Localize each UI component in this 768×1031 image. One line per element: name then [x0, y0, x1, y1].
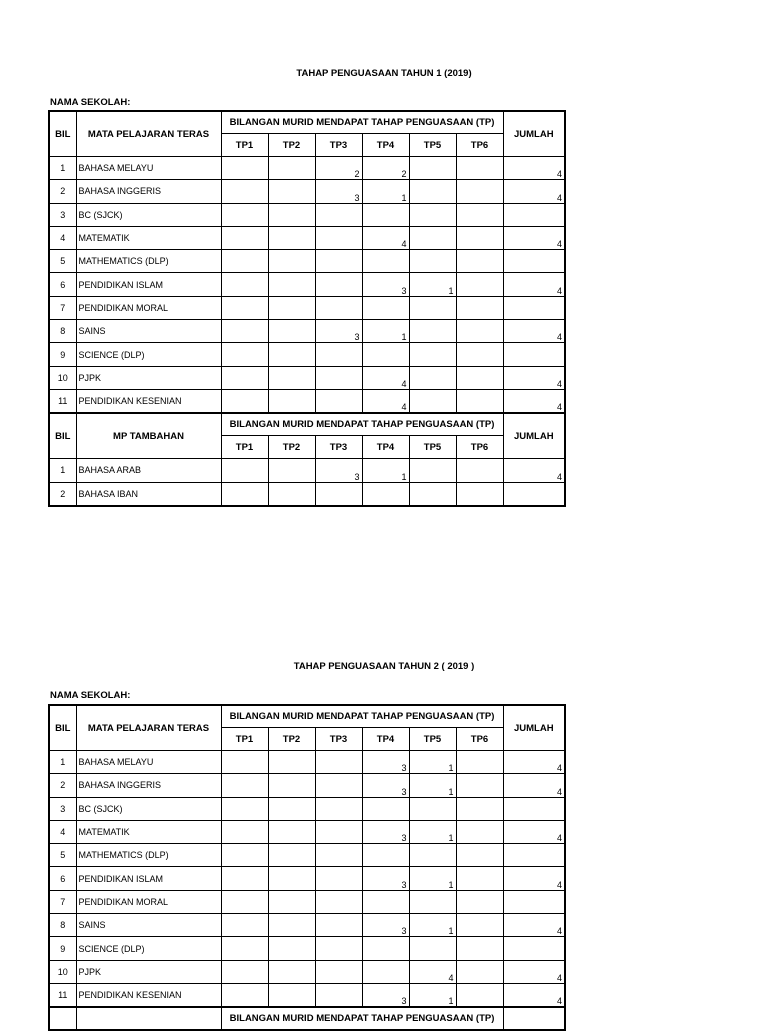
bil-header	[49, 1007, 76, 1030]
row-number: 2	[49, 180, 76, 203]
tp-count-cell	[409, 226, 456, 249]
tp-count-cell	[315, 797, 362, 820]
total-cell: 4	[503, 157, 565, 180]
subject-name: BAHASA INGGERIS	[76, 180, 221, 203]
row-number: 7	[49, 296, 76, 319]
tp-count-cell	[221, 296, 268, 319]
tp-col-header: TP2	[268, 728, 315, 751]
total-cell	[503, 343, 565, 366]
bil-header: BIL	[49, 413, 76, 459]
tp-count-cell	[221, 226, 268, 249]
tp-count-cell	[409, 482, 456, 506]
subject-name: BAHASA INGGERIS	[76, 774, 221, 797]
subject-name: PENDIDIKAN ISLAM	[76, 273, 221, 296]
tp-count-cell	[268, 937, 315, 960]
tp-count-cell: 3	[315, 320, 362, 343]
subject-name: PENDIDIKAN MORAL	[76, 890, 221, 913]
tp-count-cell	[409, 797, 456, 820]
tp-count-cell	[409, 343, 456, 366]
tp-count-cell: 2	[315, 157, 362, 180]
tp-count-cell	[409, 250, 456, 273]
tp-count-cell: 3	[315, 459, 362, 482]
tp-count-cell	[268, 296, 315, 319]
tp-count-cell	[362, 482, 409, 506]
header-row	[49, 705, 565, 728]
table-row	[49, 273, 565, 296]
tp-count-cell	[221, 774, 268, 797]
tp-count-cell: 1	[409, 867, 456, 890]
row-number: 2	[49, 774, 76, 797]
tp-count-cell	[221, 273, 268, 296]
table-row	[49, 844, 565, 867]
total-header: JUMLAH	[503, 705, 565, 751]
tp-count-cell	[268, 960, 315, 983]
tp-count-cell	[362, 797, 409, 820]
header-row	[49, 413, 565, 436]
table-row	[49, 867, 565, 890]
tp-count-cell	[456, 459, 503, 482]
tp-count-cell	[221, 960, 268, 983]
tp-col-header: TP4	[362, 728, 409, 751]
tp-count-cell	[409, 389, 456, 413]
subject-name: BAHASA IBAN	[76, 482, 221, 506]
subject-header	[76, 1007, 221, 1030]
tp-count-cell	[221, 343, 268, 366]
tp-count-cell	[315, 960, 362, 983]
bil-header: BIL	[49, 705, 76, 751]
total-cell	[503, 296, 565, 319]
tp-count-cell	[315, 890, 362, 913]
subject-name: PENDIDIKAN MORAL	[76, 296, 221, 319]
tp-count-cell	[268, 226, 315, 249]
tp-col-header: TP2	[268, 436, 315, 459]
tp-count-cell	[268, 389, 315, 413]
tp-count-cell	[221, 983, 268, 1007]
tp-col-header: TP6	[456, 436, 503, 459]
row-number: 6	[49, 867, 76, 890]
tp-count-cell	[315, 774, 362, 797]
tp-count-cell	[456, 890, 503, 913]
tp-count-cell	[409, 203, 456, 226]
subject-name: PENDIDIKAN KESENIAN	[76, 983, 221, 1007]
tp-col-header: TP6	[456, 134, 503, 157]
total-cell: 4	[503, 820, 565, 843]
tp-count-cell	[221, 389, 268, 413]
total-cell: 4	[503, 774, 565, 797]
table-row	[49, 250, 565, 273]
tp-count-cell	[221, 250, 268, 273]
tp-count-cell	[315, 343, 362, 366]
tp-count-cell	[268, 273, 315, 296]
tp-col-header: TP1	[221, 436, 268, 459]
tp-count-cell	[456, 320, 503, 343]
tp-header: BILANGAN MURID MENDAPAT TAHAP PENGUASAAN (TP)	[221, 705, 503, 728]
table-row	[49, 459, 565, 482]
total-cell: 4	[503, 226, 565, 249]
table-row	[49, 914, 565, 937]
total-cell: 4	[503, 320, 565, 343]
tp-count-cell	[456, 867, 503, 890]
tp-count-cell: 2	[362, 157, 409, 180]
table-row	[49, 343, 565, 366]
tp-count-cell	[362, 844, 409, 867]
tp-count-cell	[456, 797, 503, 820]
tp-count-cell	[221, 937, 268, 960]
tp-count-cell	[221, 867, 268, 890]
row-number: 11	[49, 389, 76, 413]
tp-count-cell: 3	[362, 820, 409, 843]
row-number: 1	[49, 751, 76, 774]
row-number: 1	[49, 157, 76, 180]
tp-count-cell	[409, 157, 456, 180]
row-number: 2	[49, 482, 76, 506]
tp-col-header: TP6	[456, 728, 503, 751]
school-label: NAMA SEKOLAH:	[50, 97, 131, 108]
tp-count-cell	[221, 914, 268, 937]
row-number: 5	[49, 250, 76, 273]
subject-name: MATHEMATICS (DLP)	[76, 250, 221, 273]
tp-count-cell	[409, 180, 456, 203]
tp-count-cell	[456, 820, 503, 843]
tp-count-cell	[362, 296, 409, 319]
tp-count-cell: 1	[409, 751, 456, 774]
tp-count-cell: 4	[409, 960, 456, 983]
table-row	[49, 820, 565, 843]
tp-count-cell	[221, 459, 268, 482]
total-cell	[503, 250, 565, 273]
header-row	[49, 1007, 565, 1030]
tp-count-cell: 4	[362, 389, 409, 413]
tp-count-cell	[315, 203, 362, 226]
table-row	[49, 320, 565, 343]
tp-count-cell	[315, 937, 362, 960]
tp-count-cell	[456, 273, 503, 296]
total-cell: 4	[503, 751, 565, 774]
tp-count-cell	[268, 844, 315, 867]
table-row	[49, 203, 565, 226]
tp-count-cell: 1	[409, 820, 456, 843]
tp-count-cell	[409, 937, 456, 960]
tp-count-cell	[268, 820, 315, 843]
tp-count-cell	[456, 983, 503, 1007]
total-cell: 4	[503, 366, 565, 389]
tp-count-cell	[362, 343, 409, 366]
tp-count-cell	[362, 250, 409, 273]
tp-count-cell	[315, 820, 362, 843]
tp-header: BILANGAN MURID MENDAPAT TAHAP PENGUASAAN (TP)	[221, 413, 503, 436]
tp-count-cell	[315, 226, 362, 249]
tp-count-cell	[221, 180, 268, 203]
tp-table	[48, 110, 566, 507]
tp-count-cell: 3	[315, 180, 362, 203]
tp-count-cell	[221, 890, 268, 913]
table-row	[49, 960, 565, 983]
tp-count-cell	[315, 844, 362, 867]
subject-header: MP TAMBAHAN	[76, 413, 221, 459]
table-row	[49, 482, 565, 506]
tp-count-cell	[268, 751, 315, 774]
tp-count-cell	[221, 320, 268, 343]
tp-count-cell	[268, 203, 315, 226]
tp-count-cell: 1	[409, 774, 456, 797]
tp-header: BILANGAN MURID MENDAPAT TAHAP PENGUASAAN (TP)	[221, 111, 503, 134]
row-number: 7	[49, 890, 76, 913]
tp-col-header: TP5	[409, 436, 456, 459]
tp-col-header: TP4	[362, 134, 409, 157]
tp-count-cell	[268, 343, 315, 366]
subject-header: MATA PELAJARAN TERAS	[76, 705, 221, 751]
tp-count-cell: 3	[362, 774, 409, 797]
total-cell: 4	[503, 867, 565, 890]
subject-name: BAHASA ARAB	[76, 459, 221, 482]
row-number: 11	[49, 983, 76, 1007]
row-number: 3	[49, 797, 76, 820]
tp-count-cell	[221, 751, 268, 774]
tp-count-cell: 3	[362, 273, 409, 296]
tp-count-cell	[409, 320, 456, 343]
total-header	[503, 1007, 565, 1030]
subject-name: SCIENCE (DLP)	[76, 937, 221, 960]
tp-count-cell	[268, 774, 315, 797]
tp-count-cell: 4	[362, 366, 409, 389]
tp-count-cell	[268, 914, 315, 937]
tp-header: BILANGAN MURID MENDAPAT TAHAP PENGUASAAN (TP)	[221, 1007, 503, 1030]
tp-count-cell	[221, 203, 268, 226]
row-number: 8	[49, 320, 76, 343]
subject-name: BAHASA MELAYU	[76, 751, 221, 774]
total-cell	[503, 203, 565, 226]
tp-count-cell	[362, 203, 409, 226]
row-number: 10	[49, 960, 76, 983]
tp-count-cell: 1	[409, 914, 456, 937]
tp-count-cell	[315, 296, 362, 319]
table-row	[49, 226, 565, 249]
table-row	[49, 389, 565, 413]
tp-count-cell	[362, 890, 409, 913]
total-cell	[503, 844, 565, 867]
tp-count-cell	[456, 751, 503, 774]
tp-count-cell: 3	[362, 914, 409, 937]
school-label: NAMA SEKOLAH:	[50, 690, 131, 701]
total-cell: 4	[503, 180, 565, 203]
row-number: 1	[49, 459, 76, 482]
subject-name: PJPK	[76, 960, 221, 983]
subject-header: MATA PELAJARAN TERAS	[76, 111, 221, 157]
tp-count-cell	[456, 296, 503, 319]
tp-count-cell	[456, 226, 503, 249]
tp-count-cell	[268, 459, 315, 482]
row-number: 4	[49, 226, 76, 249]
tp-count-cell	[456, 389, 503, 413]
row-number: 9	[49, 937, 76, 960]
tp-count-cell	[268, 180, 315, 203]
tp-count-cell: 3	[362, 983, 409, 1007]
tp-count-cell	[456, 960, 503, 983]
table-row	[49, 296, 565, 319]
tp-count-cell	[409, 366, 456, 389]
row-number: 9	[49, 343, 76, 366]
tp-count-cell	[456, 250, 503, 273]
tp-count-cell	[268, 157, 315, 180]
subject-name: BC (SJCK)	[76, 797, 221, 820]
tp-col-header: TP3	[315, 436, 362, 459]
tp-count-cell	[409, 844, 456, 867]
tp-count-cell	[362, 937, 409, 960]
subject-name: PJPK	[76, 366, 221, 389]
tp-count-cell: 4	[362, 226, 409, 249]
tp-count-cell	[268, 250, 315, 273]
subject-name: MATEMATIK	[76, 820, 221, 843]
tp-col-header: TP1	[221, 134, 268, 157]
total-header: JUMLAH	[503, 413, 565, 459]
tp-count-cell	[268, 867, 315, 890]
row-number: 5	[49, 844, 76, 867]
total-cell	[503, 890, 565, 913]
subject-name: BC (SJCK)	[76, 203, 221, 226]
tp-count-cell	[221, 797, 268, 820]
tp-count-cell	[456, 203, 503, 226]
total-cell: 4	[503, 389, 565, 413]
tp-count-cell	[315, 751, 362, 774]
subject-name: PENDIDIKAN ISLAM	[76, 867, 221, 890]
total-cell	[503, 797, 565, 820]
header-row	[49, 111, 565, 134]
section-title: TAHAP PENGUASAAN TAHUN 1 (2019)	[296, 68, 472, 79]
total-cell: 4	[503, 960, 565, 983]
tp-count-cell: 1	[362, 320, 409, 343]
tp-count-cell	[221, 844, 268, 867]
tp-count-cell	[315, 914, 362, 937]
total-cell: 4	[503, 273, 565, 296]
total-cell	[503, 937, 565, 960]
tp-count-cell: 3	[362, 867, 409, 890]
tp-count-cell	[268, 366, 315, 389]
tp-count-cell	[221, 157, 268, 180]
total-cell: 4	[503, 459, 565, 482]
tp-col-header: TP3	[315, 134, 362, 157]
subject-name: SAINS	[76, 914, 221, 937]
tp-count-cell	[456, 366, 503, 389]
section-title: TAHAP PENGUASAAN TAHUN 2 ( 2019 )	[293, 661, 475, 672]
tp-count-cell	[456, 180, 503, 203]
table-row	[49, 890, 565, 913]
table-row	[49, 797, 565, 820]
tp-count-cell	[268, 890, 315, 913]
tp-count-cell	[315, 389, 362, 413]
tp-count-cell	[315, 366, 362, 389]
table-row	[49, 751, 565, 774]
table-row	[49, 983, 565, 1007]
tp-count-cell	[315, 482, 362, 506]
table-row	[49, 937, 565, 960]
subject-name: MATHEMATICS (DLP)	[76, 844, 221, 867]
total-cell: 4	[503, 983, 565, 1007]
tp-count-cell	[456, 844, 503, 867]
tp-count-cell: 3	[362, 751, 409, 774]
total-header: JUMLAH	[503, 111, 565, 157]
total-cell: 4	[503, 914, 565, 937]
tp-col-header: TP2	[268, 134, 315, 157]
tp-count-cell	[409, 890, 456, 913]
tp-col-header: TP5	[409, 728, 456, 751]
tp-col-header: TP3	[315, 728, 362, 751]
tp-count-cell	[268, 983, 315, 1007]
subject-name: SAINS	[76, 320, 221, 343]
tp-count-cell	[409, 296, 456, 319]
tp-count-cell	[409, 459, 456, 482]
tp-count-cell	[315, 273, 362, 296]
table-row	[49, 366, 565, 389]
row-number: 6	[49, 273, 76, 296]
tp-count-cell	[221, 366, 268, 389]
tp-count-cell	[268, 320, 315, 343]
table-row	[49, 157, 565, 180]
subject-name: BAHASA MELAYU	[76, 157, 221, 180]
table-row	[49, 180, 565, 203]
tp-count-cell	[221, 482, 268, 506]
tp-count-cell	[456, 937, 503, 960]
subject-name: SCIENCE (DLP)	[76, 343, 221, 366]
tp-count-cell	[362, 960, 409, 983]
table-row	[49, 774, 565, 797]
tp-count-cell	[315, 983, 362, 1007]
tp-count-cell	[456, 914, 503, 937]
tp-col-header: TP5	[409, 134, 456, 157]
tp-count-cell: 1	[409, 983, 456, 1007]
row-number: 10	[49, 366, 76, 389]
tp-count-cell: 1	[362, 459, 409, 482]
tp-count-cell	[456, 157, 503, 180]
subject-name: MATEMATIK	[76, 226, 221, 249]
tp-table	[48, 704, 566, 1031]
row-number: 8	[49, 914, 76, 937]
subject-name: PENDIDIKAN KESENIAN	[76, 389, 221, 413]
tp-col-header: TP1	[221, 728, 268, 751]
row-number: 3	[49, 203, 76, 226]
tp-count-cell	[221, 820, 268, 843]
tp-count-cell	[268, 797, 315, 820]
bil-header: BIL	[49, 111, 76, 157]
tp-col-header: TP4	[362, 436, 409, 459]
tp-count-cell: 1	[362, 180, 409, 203]
row-number: 4	[49, 820, 76, 843]
tp-count-cell	[456, 482, 503, 506]
tp-count-cell	[315, 867, 362, 890]
tp-count-cell	[456, 774, 503, 797]
tp-count-cell	[456, 343, 503, 366]
total-cell	[503, 482, 565, 506]
tp-count-cell	[268, 482, 315, 506]
tp-count-cell: 1	[409, 273, 456, 296]
tp-count-cell	[315, 250, 362, 273]
